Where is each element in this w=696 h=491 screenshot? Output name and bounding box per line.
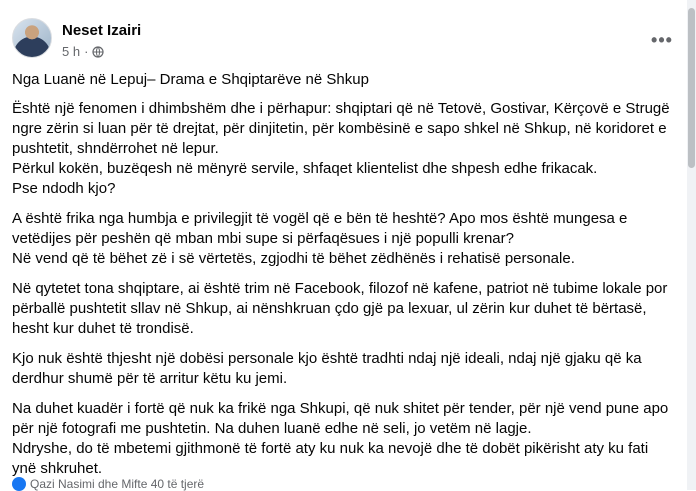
- post-content: [12, 70, 672, 489]
- post-title: Nga Luanë në Lepuj– Drama e Shqiptarëve në Shkup: [12, 71, 369, 88]
- meta-separator: ·: [84, 44, 89, 59]
- author-name[interactable]: Neset Izairi: [62, 22, 142, 39]
- more-options-icon[interactable]: •••: [651, 29, 673, 50]
- post-paragraph: Na duhet kuadër i fortë që nuk ka frikë nga Shkupi, që nuk shitet për tender, për një vend pune apo për një fotografi me pushtetin. Na duhen luanë edhe në seli, jo vetëm në lagje. Ndryshe, do të mbetemi gjithmonë të fortë aty ku nuk ka nevojë dhe të dobët pikërisht aty ku fati ynë shkruhet.: [12, 400, 669, 477]
- avatar[interactable]: [12, 18, 52, 58]
- like-reaction-icon: [12, 477, 26, 491]
- post-header: [12, 14, 682, 62]
- post-time[interactable]: 5 h: [62, 44, 81, 59]
- scrollbar[interactable]: [687, 0, 696, 490]
- globe-icon[interactable]: [92, 46, 104, 58]
- post-paragraph: Në qytetet tona shqiptare, ai është trim në Facebook, filozof në kafene, patriot në tubime lokale por përballë pushtetit sllav në Shkup, ai nënshkruan çdo gjë pa lexuar, ul zërin kur duhet të bërtasë, hesht kur duhet të trondisë.: [12, 280, 668, 337]
- reactions-bar[interactable]: [12, 477, 672, 491]
- reactions-summary[interactable]: [12, 477, 204, 491]
- post-meta: [62, 44, 104, 59]
- post-paragraph: A është frika nga humbja e privilegjit të vogël që e bën të heshtë? Apo mos është mungesa e vetëdijes për peshën që mban mbi supe si përfaqësues i një populli krenar? Në vend që të bëhet zë i së vërtetës, zgjodhi të bëhet zëdhënës i rehatisë personale.: [12, 210, 628, 267]
- reactions-text: Qazi Nasimi dhe Mifte 40 të tjerë: [30, 477, 205, 491]
- scrollbar-thumb[interactable]: [688, 8, 695, 168]
- post-paragraph: Kjo nuk është thjesht një dobësi personale kjo është tradhti ndaj një ideali, ndaj një gjaku që ka derdhur shumë për të arritur këtu ku jemi.: [12, 350, 642, 387]
- post-paragraph: Është një fenomen i dhimbshëm dhe i përhapur: shqiptari që në Tetovë, Gostivar, Kërçovë e Strugë ngre zërin si luan për të drejtat, për dinjitetin, për kombësinë e sapo shkel në Shkup, në koridoret e pushtetit, shndërrohet në lepur. Përkul kokën, buzëqesh në mënyrë servile, shfaqet klientelist dhe shpesh edhe frikacak. Pse ndodh kjo?: [12, 100, 670, 197]
